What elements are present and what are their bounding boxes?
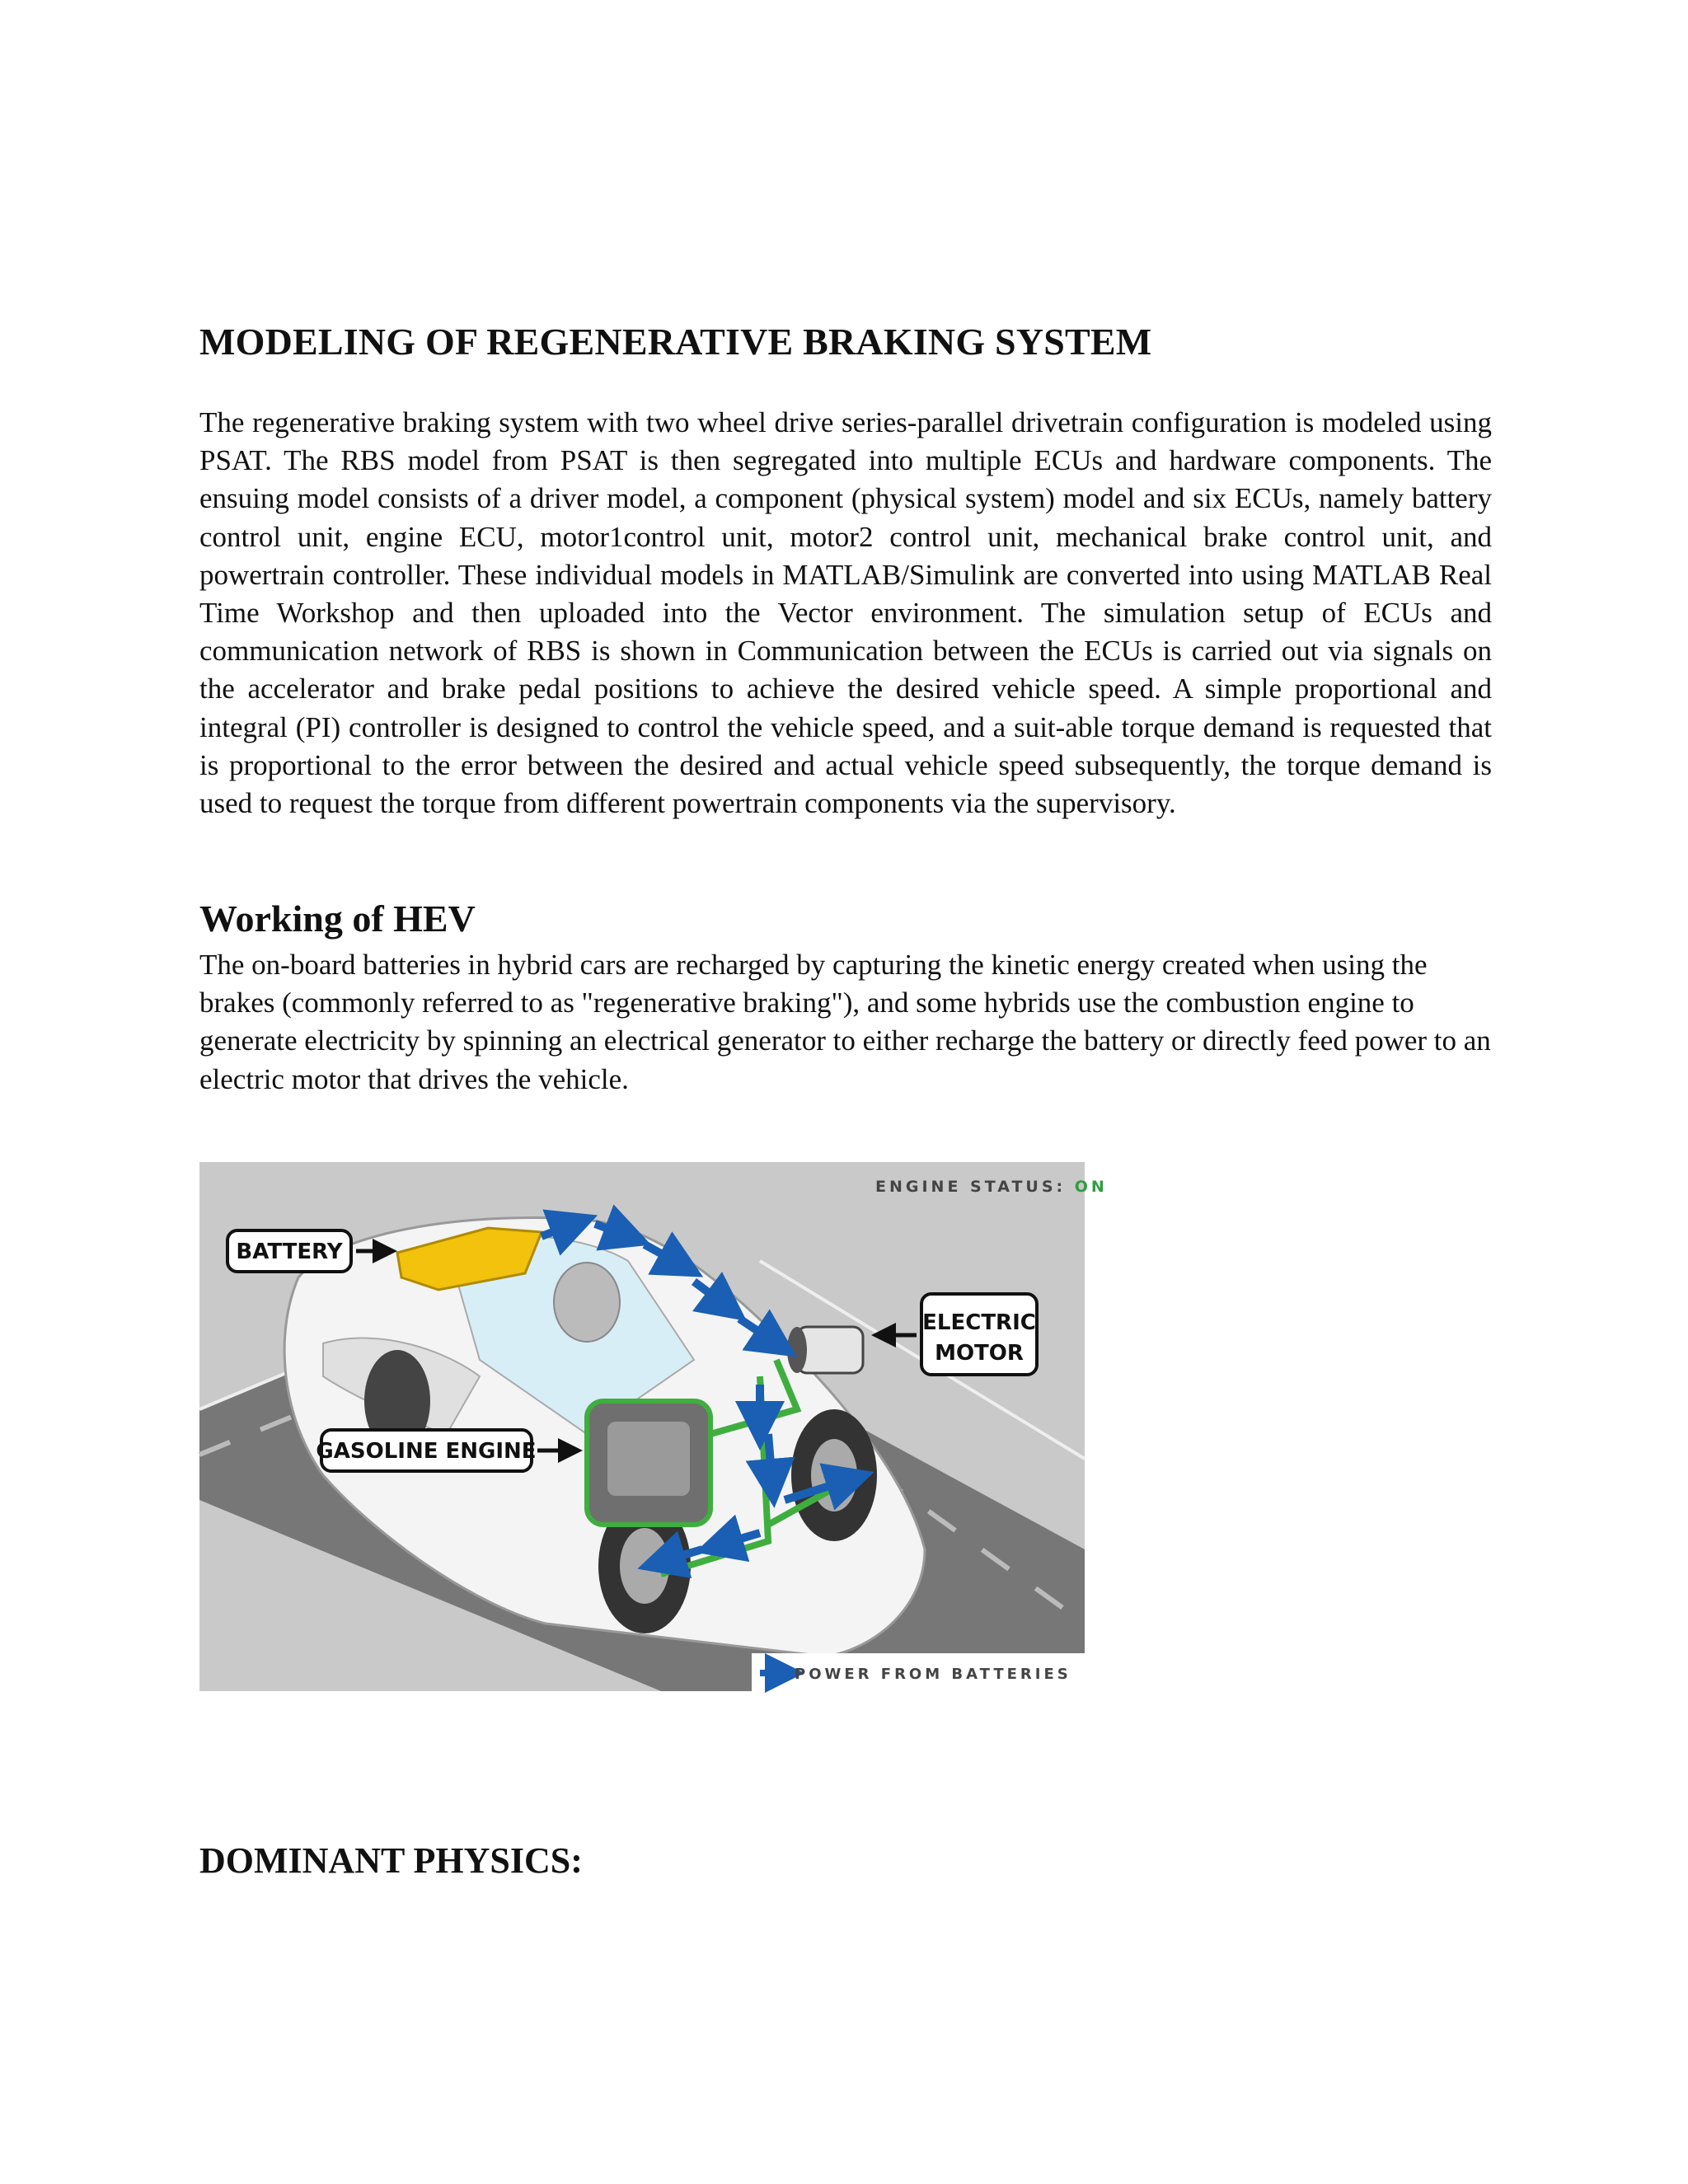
electric-motor-label-line1: ELECTRIC — [922, 1310, 1036, 1335]
engine-status-label: ENGINE STATUS: — [875, 1178, 1067, 1196]
electric-motor-shape — [787, 1327, 863, 1373]
paragraph-modeling: The regenerative braking system with two wheel drive series-parallel drivetrain configuration is modeled using PSAT. The RBS model from PSAT is then segregated into multiple ECUs and hardware components. The ensuing model consists of a driver model, a component (physical system) model and six ECUs, namely battery control unit, engine ECU, motor1control unit, motor2 control unit, mechanical brake control unit, and powertrain controller. These individual models in MATLAB/Simulink are converted into using MATLAB Real Time Workshop and then uploaded into the Vector environment. The simulation setup of ECUs and communication network of RBS is shown in Communication between the ECUs is carried out via signals on the accelerator and brake pedal positions to achieve the desired vehicle speed. A simple proportional and integral (PI) controller is designed to control the vehicle speed, and a suit-able torque demand is requested that is proportional to the error between the desired and actual vehicle speed subsequently, the torque demand is used to request the torque from different powertrain components via the supervisory. — [199, 406, 1492, 820]
section-heading-working-of-hev: Working of HEV — [199, 898, 476, 940]
hev-diagram-figure — [199, 1162, 1108, 1691]
engine-status-value: ON — [1074, 1178, 1108, 1196]
section-heading-modeling: MODELING OF REGENERATIVE BRAKING SYSTEM — [199, 321, 1152, 363]
paragraph-working-of-hev: The on-board batteries in hybrid cars are recharged by capturing the kinetic energy created when using the brakes (commonly referred to as "regenerative braking"), and some hybrids use the combustion engine to generate electricity by spinning an electrical generator to either recharge the battery or directly feed power to an electric motor that drives the vehicle. — [199, 949, 1491, 1095]
engine-shape — [587, 1401, 710, 1525]
svg-text:ENGINE STATUS: ON — [875, 1178, 1108, 1196]
electric-motor-label-line2: MOTOR — [935, 1341, 1024, 1366]
gasoline-engine-label: GASOLINE ENGINE — [316, 1439, 537, 1464]
legend-label: POWER FROM BATTERIES — [795, 1666, 1071, 1683]
section-heading-dominant-physics: DOMINANT PHYSICS: — [199, 1840, 583, 1881]
battery-label: BATTERY — [236, 1240, 343, 1264]
